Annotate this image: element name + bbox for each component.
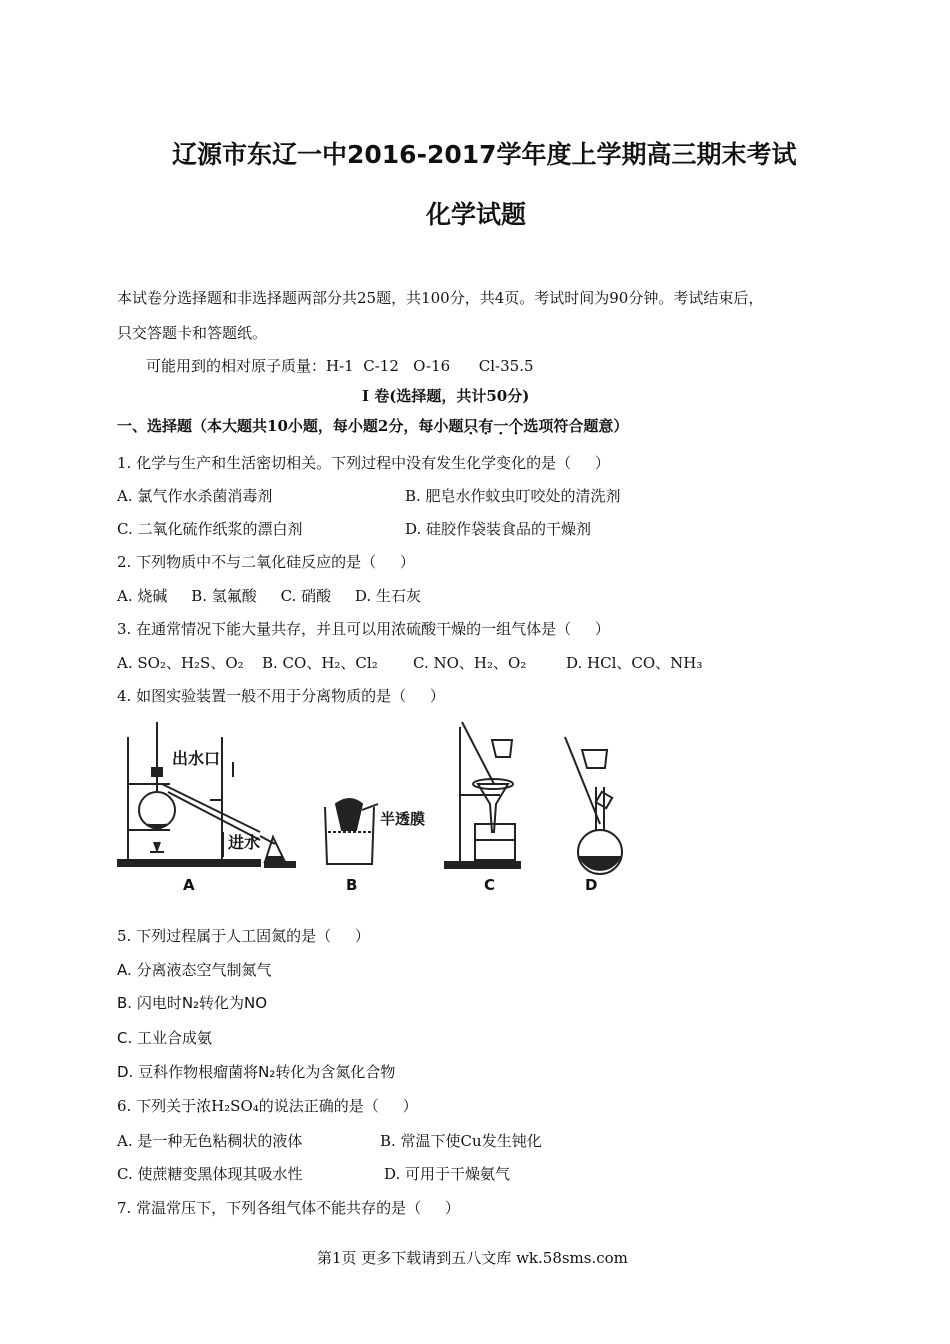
q3-stem: 3. 在通常情况下能大量共存，并且可以用浓硫酸干燥的一组气体是（ ） [117, 620, 610, 638]
q1-option-b: B. 肥皂水作蚊虫叮咬处的清洗剂 [405, 487, 621, 505]
q6-option-b: B. 常温下使Cu发生钝化 [380, 1132, 542, 1150]
emphasis-char: 个 [508, 417, 524, 435]
q5-option-b: B. 闪电时N₂转化为NO [117, 994, 268, 1012]
q4-stem: 4. 如图实验装置一般不用于分离物质的是（ ） [117, 687, 445, 705]
intro-line-2: 只交答题卡和答题纸。 [117, 324, 268, 342]
exam-subtitle: 化学试题 [426, 200, 527, 229]
q3-option-c: C. NO、H₂、O₂ [413, 654, 527, 672]
emphasis-char: 一 [493, 417, 509, 435]
q6-stem: 6. 下列关于浓H₂SO₄的说法正确的是（ ） [117, 1097, 418, 1115]
q5-option-a: A. 分离液态空气制氮气 [117, 961, 272, 979]
q1-option-d: D. 硅胶作袋装食品的干燥剂 [405, 520, 592, 538]
q5-option-c: C. 工业合成氨 [117, 1029, 213, 1047]
q1-option-c: C. 二氧化硫作纸浆的漂白剂 [117, 520, 303, 538]
figure-label-a: A [183, 876, 195, 894]
q6-option-d: D. 可用于干燥氨气 [384, 1165, 511, 1183]
atomic-masses: 可能用到的相对原子质量：H-1 C-12 O-16 Cl-35.5 [146, 357, 534, 375]
section-title [117, 415, 628, 436]
intro-line-1: 本试卷分选择题和非选择题两部分共25题，共100分，共4页。考试时间为90分钟。考试结束后， [117, 289, 764, 307]
emphasis-char: 只 [463, 417, 479, 435]
page-footer: 第1页 更多下载请到五八文库 wk.58sms.com [317, 1249, 628, 1267]
q7-stem: 7. 常温常压下，下列各组气体不能共存的是（ ） [117, 1199, 460, 1217]
figure-label-b: B [346, 876, 358, 894]
q2-options: A. 烧碱 B. 氢氟酸 C. 硝酸 D. 生石灰 [117, 587, 421, 605]
q6-option-a: A. 是一种无色粘稠状的液体 [117, 1132, 303, 1150]
part1-heading: Ⅰ 卷(选择题，共计50分) [362, 387, 530, 405]
figure-label-c: C [484, 876, 496, 894]
figure-label-d: D [585, 876, 598, 894]
section-title-part-a: 一、选择题（本大题共10小题，每小题2分，每小题 [117, 417, 464, 435]
exam-title: 辽源市东辽一中2016-2017学年度上学期高三期末考试 [172, 140, 797, 169]
apparatus-figure [110, 712, 630, 897]
q5-stem: 5. 下列过程属于人工固氮的是（ ） [117, 927, 370, 945]
q1-stem: 1. 化学与生产和生活密切相关。下列过程中没有发生化学变化的是（ ） [117, 454, 610, 472]
label-water-outlet: 出水口 [172, 749, 221, 768]
label-water-inlet: 进水 [228, 833, 261, 852]
q3-option-b: B. CO、H₂、Cl₂ [262, 654, 378, 672]
emphasis-char: 有 [478, 417, 494, 435]
q3-option-a: A. SO₂、H₂S、O₂ [117, 654, 244, 672]
label-membrane: 半透膜 [380, 810, 426, 828]
q5-option-d: D. 豆科作物根瘤菌将N₂转化为含氮化合物 [117, 1063, 396, 1081]
q3-option-d: D. HCl、CO、NH₃ [566, 654, 703, 672]
q1-option-a: A. 氯气作水杀菌消毒剂 [117, 487, 273, 505]
q6-option-c: C. 使蔗糖变黑体现其吸水性 [117, 1165, 303, 1183]
q2-stem: 2. 下列物质中不与二氧化硅反应的是（ ） [117, 553, 415, 571]
section-title-part-b: 选项符合题意） [523, 417, 629, 435]
